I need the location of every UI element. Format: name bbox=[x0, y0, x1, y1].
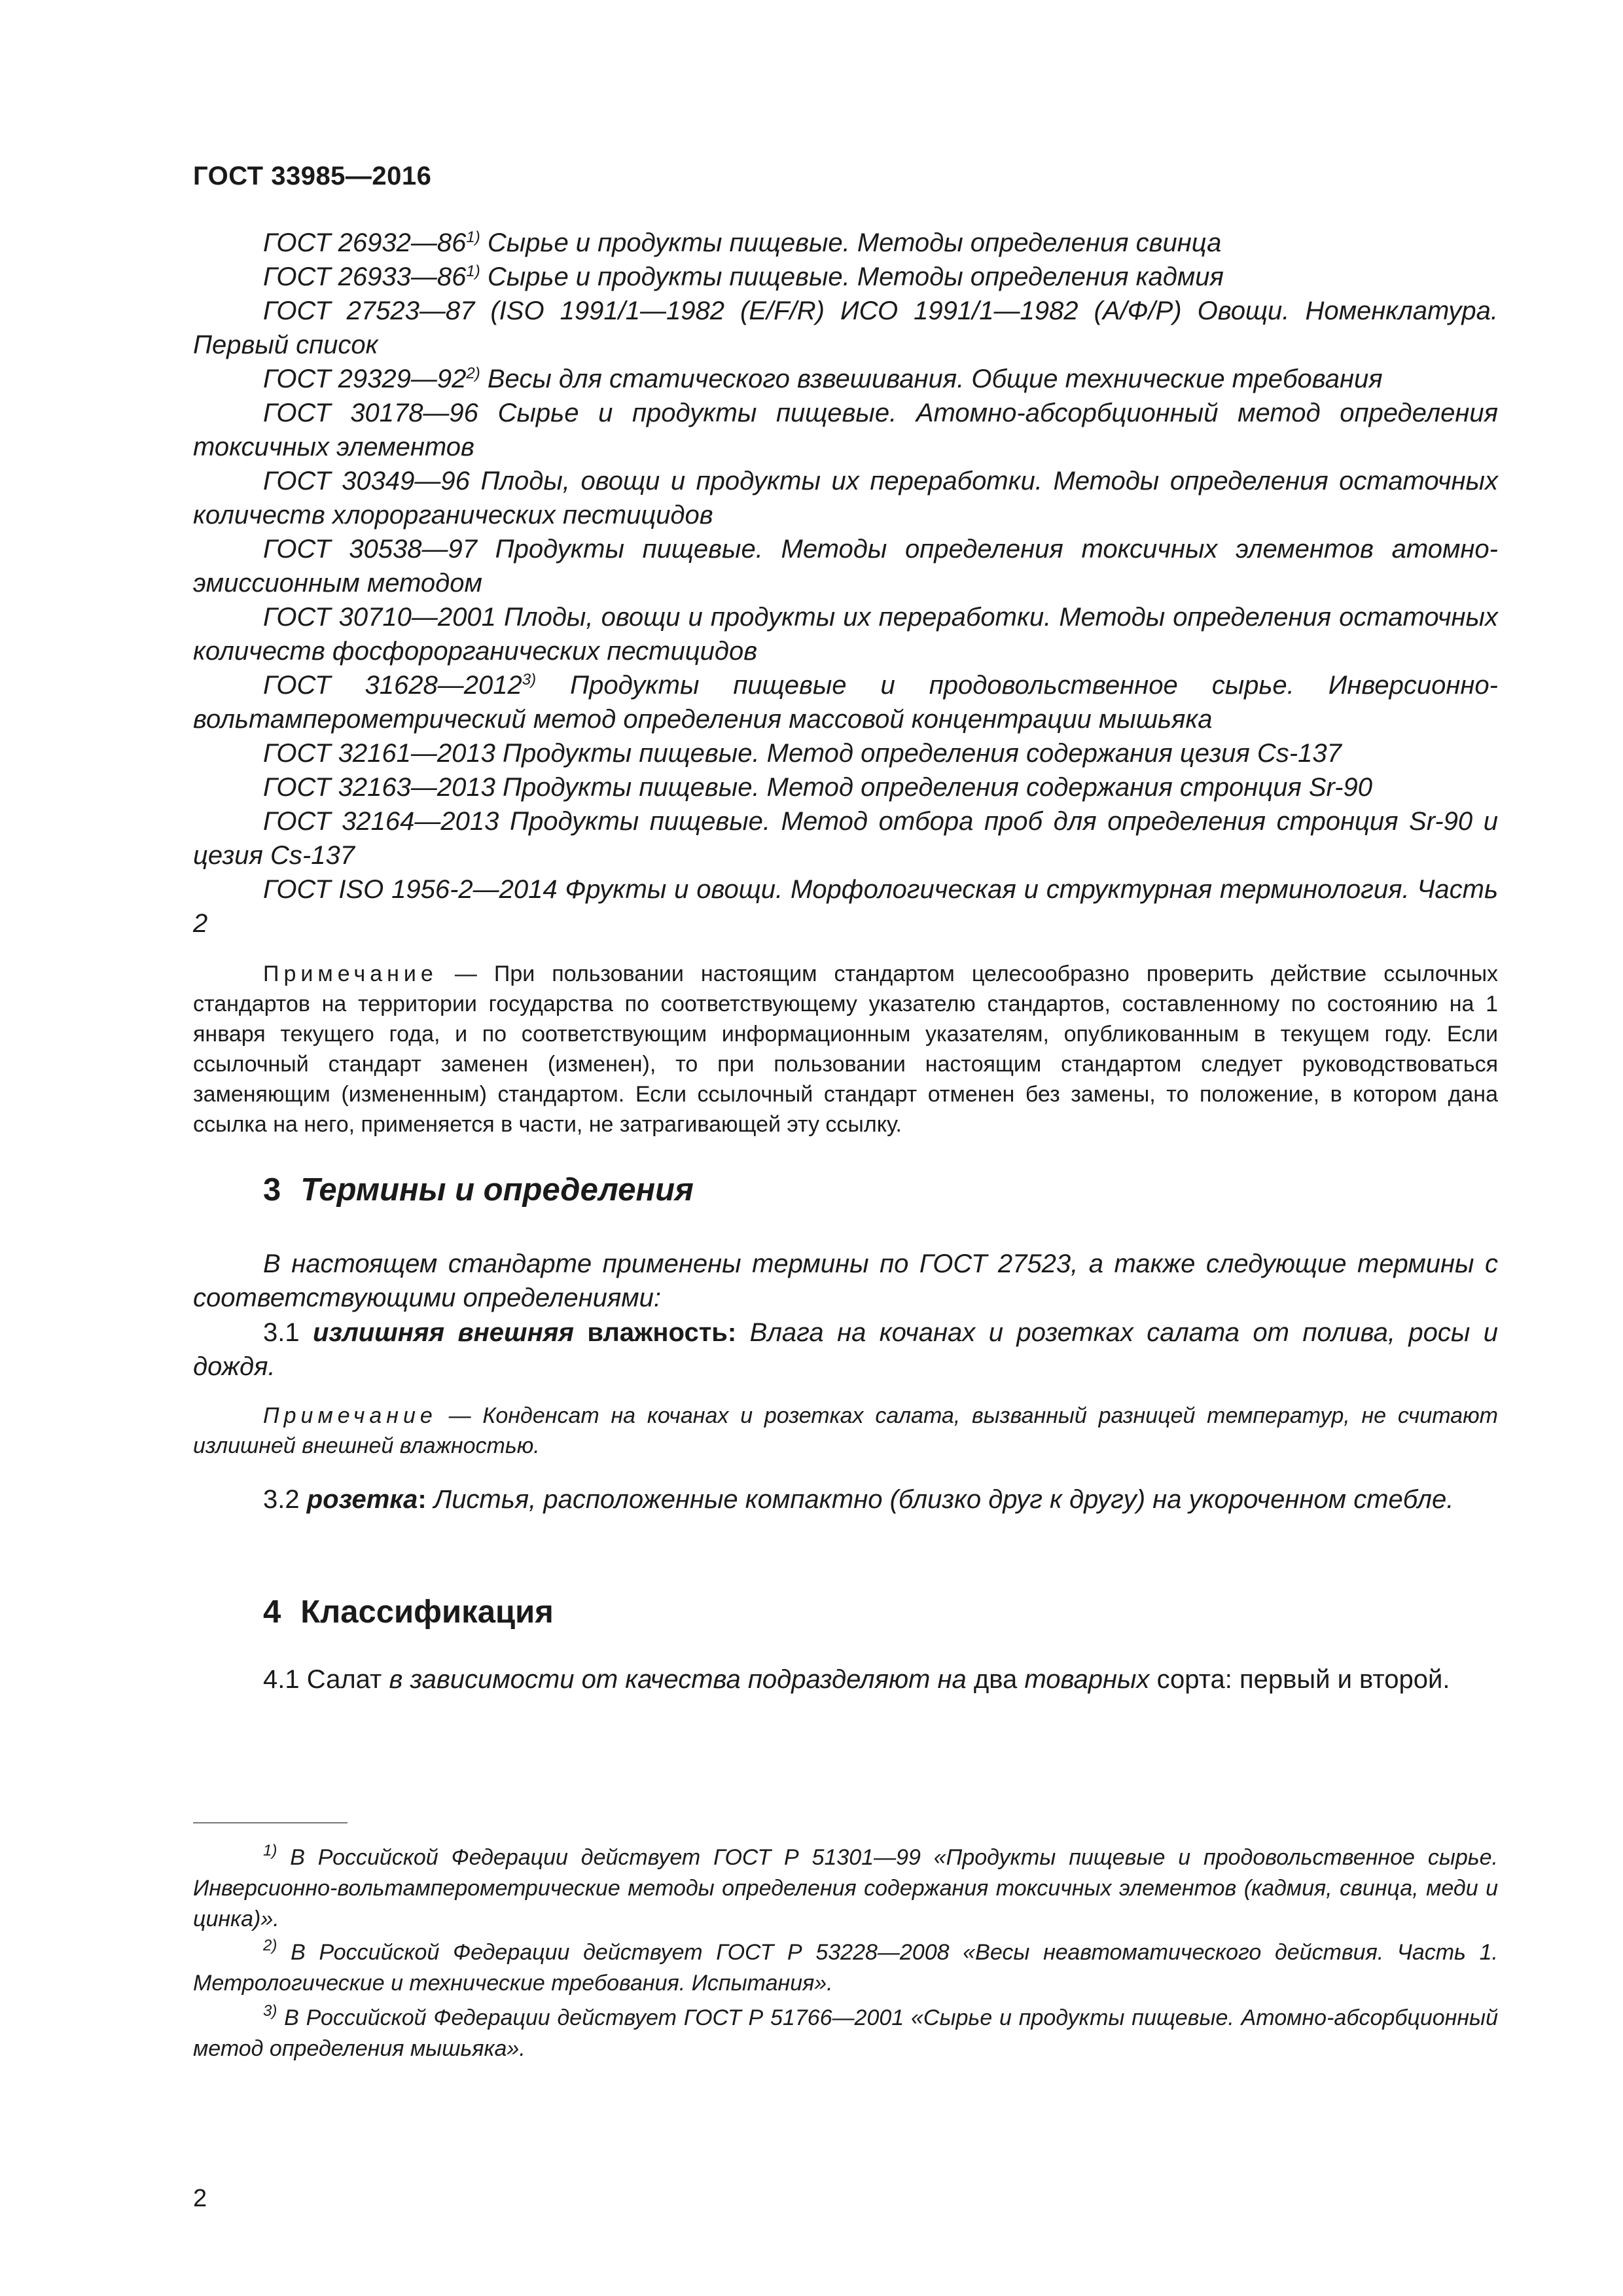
reference-item: ГОСТ 29329—92$^{2)}$ Весы для статического взвешивания. Общие технические требования bbox=[263, 365, 1383, 393]
section-3-intro: В настоящем стандарте применены термины по ГОСТ 27523, а также следующие термины с соответствующими определениями: bbox=[193, 1249, 1498, 1312]
term-3-2: 3.2 розетка: Листья, расположенные компактно (близко друг к другу) на укороченном стебле. bbox=[263, 1485, 1454, 1514]
reference-item: ГОСТ 26932—86$^{1)}$ Сырье и продукты пищевые. Методы определения свинца bbox=[263, 228, 1222, 257]
reference-item: ГОСТ 30178—96 Сырье и продукты пищевые. Атомно-абсорбционный метод определения токсичных элементов bbox=[193, 399, 1498, 461]
reference-item: ГОСТ 32163—2013 Продукты пищевые. Метод определения содержания стронция Sr-90 bbox=[263, 773, 1372, 802]
reference-item: ГОСТ 30710—2001 Плоды, овощи и продукты их переработки. Методы определения остаточных количеств фосфорорганических пестицидов bbox=[193, 603, 1498, 666]
footnote-1: $^{1)}$ В Российской Федерации действует ГОСТ Р 51301—99 «Продукты пищевые и продовольственное сырье. Инверсионно-вольтамперометрические методы определения содержания токсичных элементов (кадмия, свинца, меди и цинка)». bbox=[193, 1842, 1498, 1931]
reference-item: ГОСТ 27523—87 (ISO 1991/1—1982 (E/F/R) ИСО 1991/1—1982 (А/Ф/Р) Овощи. Номенклатура. Первый список bbox=[193, 296, 1498, 359]
footnote-separator bbox=[193, 1822, 348, 1823]
section-3-heading: 3 Термины и определения bbox=[263, 1172, 694, 1208]
footnote-3: $^{3)}$ В Российской Федерации действует ГОСТ Р 51766—2001 «Сырье и продукты пищевые. Атомно-абсорбционный метод определения мышьяка». bbox=[193, 2002, 1498, 2061]
reference-item: ГОСТ 32161—2013 Продукты пищевые. Метод определения содержания цезия Cs-137 bbox=[263, 739, 1342, 768]
term-note: Примечание — Конденсат на кочанах и розетках салата, вызванный разницей температур, не считают излишней внешней влажностью. bbox=[193, 1403, 1498, 1458]
reference-item: ГОСТ 32164—2013 Продукты пищевые. Метод отбора проб для определения стронция Sr-90 и цезия Cs-137 bbox=[193, 807, 1498, 870]
reference-item: ГОСТ 31628—2012$^{3)}$ Продукты пищевые и продовольственное сырье. Инверсионно-вольтамперометрический метод определения массовой концентрации мышьяка bbox=[193, 671, 1498, 734]
reference-note: Примечание — При пользовании настоящим стандартом целесообразно проверить действие ссылочных стандартов на территории государства по соответствующему указателю стандартов, составленному по состоянию на 1 января текущего года, и по соответствующим информационным указателям, опубликованным в текущем году. Если ссылочный стандарт заменен (изменен), то при пользовании настоящим стандартом следует руководствоваться заменяющим (измененным) стандартом. Если ссылочный стандарт отменен без замены, то положение, в котором дана ссылка на него, применяется в части, не затрагивающей эту ссылку. bbox=[193, 961, 1499, 1137]
reference-item: ГОСТ 30349—96 Плоды, овощи и продукты их переработки. Методы определения остаточных количеств хлорорганических пестицидов bbox=[193, 467, 1498, 529]
section-4-heading: 4 Классификация bbox=[263, 1594, 554, 1630]
page-number: 2 bbox=[193, 2185, 207, 2212]
reference-item: ГОСТ 30538—97 Продукты пищевые. Методы определения токсичных элементов атомно-эмиссионным методом bbox=[193, 535, 1498, 598]
term-3-1: 3.1 излишняя внешняя влажность: Влага на кочанах и розетках салата от полива, росы и дождя. bbox=[193, 1318, 1498, 1381]
reference-item: ГОСТ ISO 1956-2—2014 Фрукты и овощи. Морфологическая и структурная терминология. Часть 2 bbox=[193, 875, 1499, 938]
clause-4-1: 4.1 Салат в зависимости от качества подразделяют на два товарных сорта: первый и второй. bbox=[263, 1665, 1450, 1694]
footnote-2: $^{2)}$ В Российской Федерации действует ГОСТ Р 53228—2008 «Весы неавтоматического действия. Часть 1. Метрологические и технические требования. Испытания». bbox=[193, 1937, 1498, 1996]
reference-item: ГОСТ 26933—86$^{1)}$ Сырье и продукты пищевые. Методы определения кадмия bbox=[263, 262, 1224, 291]
document-header: ГОСТ 33985—2016 bbox=[193, 162, 432, 190]
reference-list bbox=[193, 226, 1498, 941]
